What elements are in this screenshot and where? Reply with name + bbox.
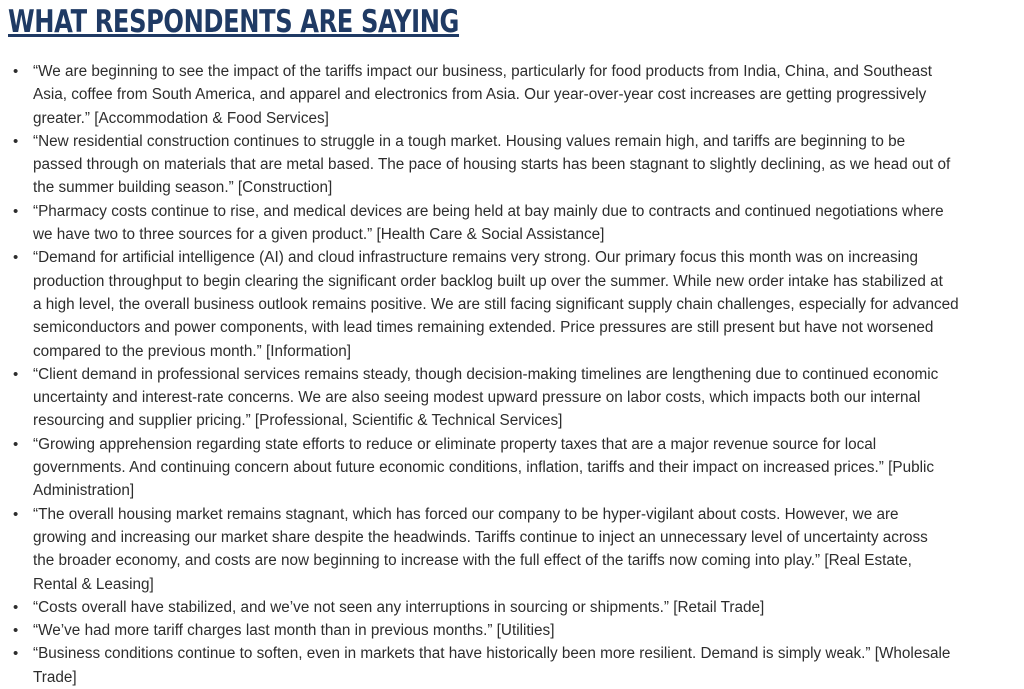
quote-item (0, 619, 1024, 642)
respondent-quotes-list (0, 60, 1024, 689)
bullet-icon: • (13, 202, 19, 220)
quote-text-line: growing and increasing our market share despite the headwinds. Tariffs continue to inject an unnecessary level of uncertainty across (33, 528, 928, 546)
bullet-icon: • (13, 63, 19, 80)
quote-text-line: “Growing apprehension regarding state efforts to reduce or eliminate property taxes that are a major revenue source for local (33, 435, 877, 453)
quote-text-line: “Business conditions continue to soften, even in markets that have historically been more resilient. Demand is simply weak.” [Wholesale (33, 645, 951, 663)
bullet-icon: • (13, 435, 19, 453)
quote-item (0, 130, 1024, 200)
quote-text-line: “We’ve had more tariff charges last month than in previous months.” [Utilities] (33, 622, 555, 640)
quote-item (0, 200, 1024, 247)
quote-text-line: governments. And continuing concern about future economic conditions, inflation, tariffs and their impact on increased prices.” [Public (33, 459, 935, 477)
bullet-icon: • (13, 249, 19, 267)
quote-item (0, 433, 1024, 503)
quote-text-line: the broader economy, and costs are now beginning to increase with the full effect of the tariffs now coming into play.” [Real Estate, (33, 552, 912, 570)
quote-text-line: Asia, coffee from South America, and apparel and electronics from Asia. Our year-over-year cost increases are getting progressively (33, 86, 927, 104)
quote-text-line: the summer building season.” [Construction] (33, 179, 333, 197)
quote-text-line: Trade] (33, 668, 77, 686)
quote-text-line: “The overall housing market remains stagnant, which has forced our company to be hyper-vigilant about costs. However, we are (33, 505, 899, 523)
quote-text-line: a high level, the overall business outlook remains positive. We are still facing significant supply chain challenges, especially for advanced (33, 295, 959, 313)
quote-text-line: passed through on materials that are metal based. The pace of housing starts has been stagnant to slightly declining, as we head out of (33, 156, 951, 174)
bullet-icon: • (13, 132, 19, 150)
quote-text-line: resourcing and supplier pricing.” [Professional, Scientific & Technical Services] (33, 412, 563, 430)
quote-item (0, 246, 1024, 362)
quote-text-line: “New residential construction continues to struggle in a tough market. Housing values remain high, and tariffs are beginning to be (33, 132, 906, 150)
bullet-icon: • (13, 622, 19, 640)
quote-text-line: “Costs overall have stabilized, and we’ve not seen any interruptions in sourcing or shipments.” [Retail Trade] (33, 598, 765, 616)
quote-text-line: Administration] (33, 482, 135, 500)
quote-text-line: “Demand for artificial intelligence (AI) and cloud infrastructure remains very strong. Our primary focus this month was on increasing (33, 249, 919, 267)
quote-item (0, 60, 1024, 130)
quote-item (0, 642, 1024, 689)
quote-text-line: “Client demand in professional services remains steady, though decision-making timelines are lengthening due to continued economic (33, 365, 939, 383)
quote-text-line: greater.” [Accommodation & Food Services] (33, 109, 329, 127)
page-heading: WHAT RESPONDENTS ARE SAYING (8, 4, 460, 40)
quote-text-line: semiconductors and power components, with lead times remaining extended. Price pressures are still present but have not worsened (33, 319, 934, 337)
quote-text-line: compared to the previous month.” [Information] (33, 342, 351, 360)
quote-item (0, 596, 1024, 619)
quote-text-line: production throughput to begin clearing the significant order backlog built up over the summer. While new order intake has stabilized at (33, 272, 943, 290)
bullet-icon: • (13, 365, 19, 383)
quote-text-line: we have two to three sources for a given product.” [Health Care & Social Assistance] (33, 226, 605, 244)
quote-text-line: “We are beginning to see the impact of the tariffs impact our business, particularly for food products from India, China, and Southeast (33, 63, 933, 80)
quote-item (0, 363, 1024, 433)
quote-text-line: “Pharmacy costs continue to rise, and medical devices are being held at bay mainly due to contracts and continued negotiations where (33, 202, 944, 220)
bullet-icon: • (13, 598, 19, 616)
bullet-icon: • (13, 645, 19, 663)
bullet-icon: • (13, 505, 19, 523)
quote-text-line: Rental & Leasing] (33, 575, 154, 593)
quote-item (0, 503, 1024, 596)
quote-text-line: uncertainty and interest-rate concerns. We are also seeing modest upward pressure on labor costs, which impacts both our internal (33, 389, 921, 407)
